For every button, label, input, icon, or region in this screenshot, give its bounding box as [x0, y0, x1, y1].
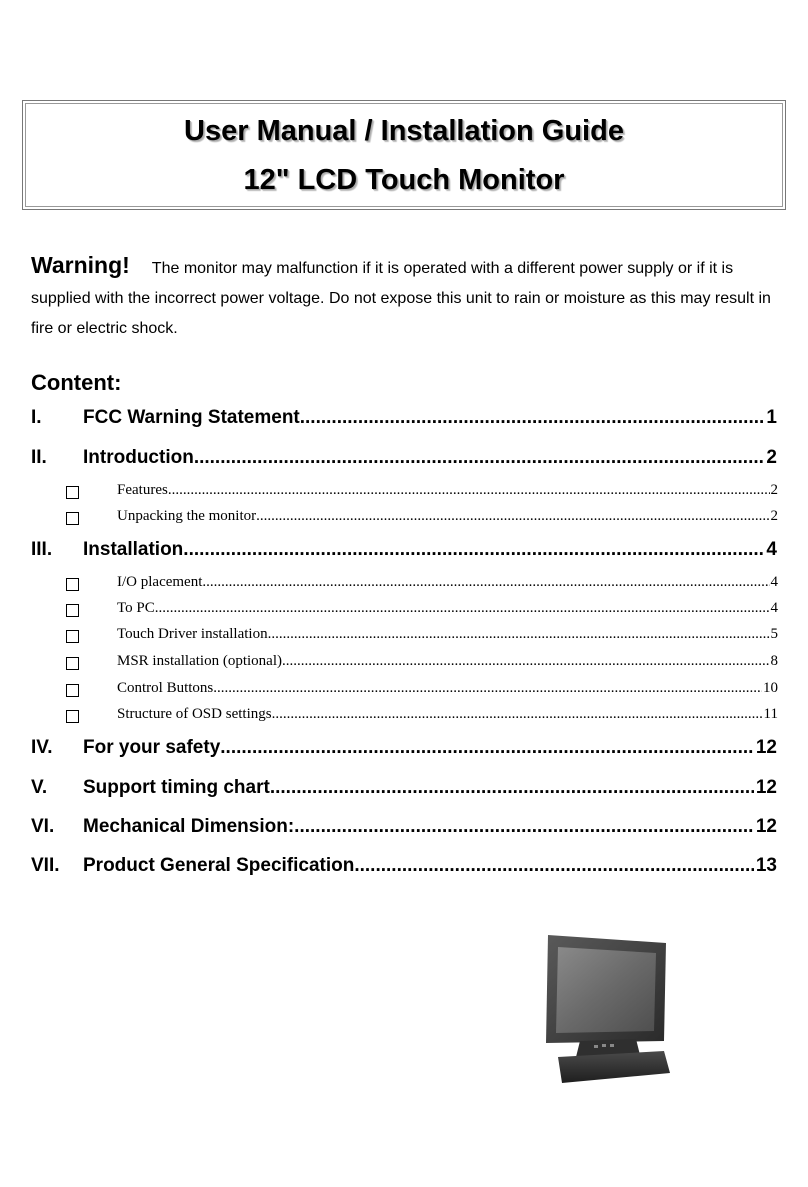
toc-subentry-io-placement[interactable]	[66, 571, 778, 593]
toc-entry-safety[interactable]	[31, 735, 777, 761]
toc-sublabel: Structure of OSD settings	[117, 706, 272, 722]
toc-leader	[294, 814, 754, 840]
toc-page: 4	[770, 600, 778, 616]
warning-label: Warning!	[31, 252, 130, 278]
toc-leader	[220, 735, 754, 761]
toc-leader	[155, 597, 770, 619]
toc-leader	[270, 775, 754, 801]
toc-page: 12	[755, 737, 777, 758]
lcd-touch-monitor-icon	[528, 933, 672, 1085]
toc-sublabel: MSR installation (optional)	[117, 653, 282, 669]
toc-label: Support timing chart	[83, 777, 270, 798]
toc-page: 4	[770, 574, 778, 590]
toc-page: 10	[763, 680, 778, 696]
toc-number: VII.	[31, 855, 60, 876]
toc-sublabel: Touch Driver installation	[117, 626, 268, 642]
toc-page: 1	[766, 407, 777, 428]
toc-leader	[183, 537, 764, 563]
monitor-button	[610, 1044, 614, 1047]
toc-leader	[168, 479, 770, 501]
toc-label: Introduction	[83, 447, 194, 468]
toc-leader	[213, 677, 762, 699]
toc-page: 12	[755, 816, 777, 837]
toc-subentry-unpacking[interactable]	[66, 505, 778, 527]
toc-leader	[354, 853, 754, 879]
toc-label: Product General Specification	[83, 855, 355, 876]
toc-page: 8	[770, 653, 778, 669]
toc-number: IV.	[31, 737, 53, 758]
warning-text: The monitor may malfunction if it is operated with a different power supply or if it is supplied with the incorrect power voltage. Do not expose this unit to rain or moisture as this may result in fire or electric shock.	[31, 260, 771, 337]
toc-number: II.	[31, 447, 47, 468]
monitor-button	[594, 1045, 598, 1048]
monitor-base	[558, 1051, 670, 1083]
toc-subentry-control-buttons[interactable]	[66, 677, 778, 699]
checkbox-icon	[66, 657, 79, 670]
toc-page: 2	[766, 447, 777, 468]
toc-page: 13	[755, 855, 777, 876]
toc-sublabel: Features	[117, 482, 168, 498]
toc-entry-fcc-warning[interactable]	[31, 405, 777, 431]
toc-label: For your safety	[83, 737, 221, 758]
toc-page: 4	[766, 539, 777, 560]
toc-sublabel: Control Buttons	[117, 680, 214, 696]
toc-entry-specification[interactable]	[31, 853, 777, 879]
checkbox-icon	[66, 578, 79, 591]
checkbox-icon	[66, 512, 79, 525]
toc-leader	[282, 650, 770, 672]
toc-number: III.	[31, 539, 53, 560]
monitor-button	[602, 1044, 606, 1047]
checkbox-icon	[66, 630, 79, 643]
toc-sublabel: Unpacking the monitor	[117, 508, 257, 524]
toc-page: 2	[770, 508, 778, 524]
monitor-screen	[556, 947, 656, 1033]
toc-number: V.	[31, 777, 48, 798]
toc-subentry-to-pc[interactable]	[66, 597, 778, 619]
toc-page: 2	[770, 482, 778, 498]
toc-entry-mechanical-dimension[interactable]	[31, 814, 777, 840]
title-box	[22, 100, 786, 210]
toc-leader	[268, 623, 770, 645]
toc-page: 5	[770, 626, 778, 642]
content-heading: Content:	[31, 370, 122, 395]
toc-subentry-osd-settings[interactable]	[66, 703, 778, 725]
toc-label: Installation	[83, 539, 184, 560]
checkbox-icon	[66, 604, 79, 617]
toc-entry-installation[interactable]	[31, 537, 777, 563]
toc-number: I.	[31, 407, 42, 428]
toc-subentry-msr[interactable]	[66, 650, 778, 672]
toc-label: FCC Warning Statement	[83, 407, 300, 428]
checkbox-icon	[66, 684, 79, 697]
toc-label: Mechanical Dimension:	[83, 816, 295, 837]
toc-number: VI.	[31, 816, 55, 837]
toc-subentry-features[interactable]	[66, 479, 778, 501]
toc-leader	[202, 571, 769, 593]
toc-leader	[256, 505, 769, 527]
toc-page: 12	[755, 777, 777, 798]
document-subtitle: 12" LCD Touch Monitor	[243, 164, 565, 196]
toc-subentry-touch-driver[interactable]	[66, 623, 778, 645]
toc-sublabel: To PC	[117, 600, 155, 616]
toc-entry-introduction[interactable]	[31, 445, 777, 471]
toc-leader	[300, 405, 765, 431]
toc-entry-timing-chart[interactable]	[31, 775, 777, 801]
toc-page: 11	[763, 706, 778, 722]
warning-paragraph	[31, 250, 781, 344]
checkbox-icon	[66, 486, 79, 499]
toc-sublabel: I/O placement	[117, 574, 203, 590]
checkbox-icon	[66, 710, 79, 723]
document-title: User Manual / Installation Guide	[184, 115, 624, 147]
toc-leader	[194, 445, 765, 471]
toc-leader	[272, 703, 763, 725]
